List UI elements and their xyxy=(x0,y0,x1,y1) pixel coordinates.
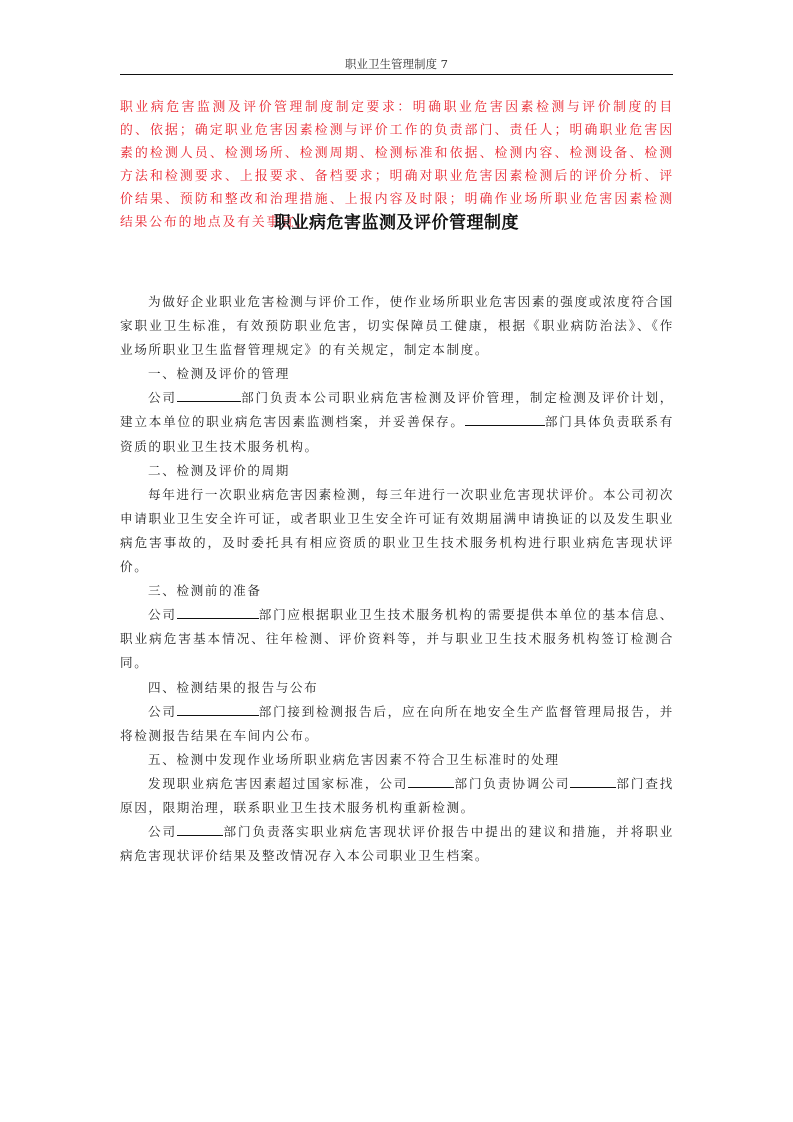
running-header: 职业卫生管理制度 7 xyxy=(345,57,448,71)
blank-department-field[interactable] xyxy=(177,387,241,402)
section-3-paragraph xyxy=(120,603,674,675)
section-heading-5: 五、检测中发现作业场所职业病危害因素不符合卫生标准时的处理 xyxy=(148,751,560,767)
document-body xyxy=(120,290,674,868)
text: 部门负责本公司职业病危害检测及评价管理，制定检测及评价计划，建立本单位的职业病危害因素监测档案，并妥善保存。 xyxy=(120,390,674,430)
section-4-paragraph xyxy=(120,700,674,748)
blank-department-field[interactable] xyxy=(177,604,259,619)
blank-department-field[interactable] xyxy=(177,701,259,716)
section-5-paragraph-1 xyxy=(120,772,674,820)
text: 部门负责协调公司 xyxy=(454,775,571,791)
section-5-paragraph-2 xyxy=(120,820,674,868)
section-2-paragraph: 每年进行一次职业病危害因素检测，每三年进行一次职业危害现状评价。本公司初次申请职业卫生安全许可证，或者职业卫生安全许可证有效期届满申请换证的以及发生职业病危害事故的，及时委托具有相应资质的职业卫生技术服务机构进行职业病危害现状评价。 xyxy=(120,486,674,575)
intro-paragraph: 为做好企业职业危害检测与评价工作，使作业场所职业危害因素的强度或浓度符合国家职业卫生标准，有效预防职业危害，切实保障员工健康，根据《职业病防治法》、《作业场所职业卫生监督管理规定》的有关规定，制定本制度。 xyxy=(120,294,674,358)
blank-department-field[interactable] xyxy=(465,411,545,426)
section-heading-3: 三、检测前的准备 xyxy=(148,583,262,599)
section-heading-1: 一、检测及评价的管理 xyxy=(148,366,290,382)
section-1-paragraph xyxy=(120,386,674,458)
blank-department-field[interactable] xyxy=(570,773,616,788)
text: 部门负责落实职业病危害现状评价报告中提出的建议和措施，并将职业病危害现状评价结果及整改情况存入本公司职业卫生档案。 xyxy=(120,824,674,864)
text: 部门接到检测报告后，应在向所在地安全生产监督管理局报告，并将检测报告结果在车间内公布。 xyxy=(120,703,675,743)
text: 公司 xyxy=(148,824,178,840)
text: 部门查找原因，限期治理，联系职业卫生技术服务机构重新检测。 xyxy=(120,775,674,815)
text: 公司 xyxy=(148,607,177,623)
text: 部门具体负责联系有资质的职业卫生技术服务机构。 xyxy=(120,414,674,454)
text: 发现职业病危害因素超过国家标准，公司 xyxy=(148,775,409,791)
blank-department-field[interactable] xyxy=(408,773,454,788)
text: 公司 xyxy=(148,390,177,406)
section-heading-2: 二、检测及评价的周期 xyxy=(148,462,290,478)
document-title: 职业病危害监测及评价管理制度 xyxy=(274,213,519,233)
text: 部门应根据职业卫生技术服务机构的需要提供本单位的基本信息、职业病危害基本情况、往年检测、评价资料等，并与职业卫生技术服务机构签订检测合同。 xyxy=(120,607,675,671)
header-divider xyxy=(120,74,673,75)
requirements-note: 职业病危害监测及评价管理制度制定要求：明确职业危害因素检测与评价制度的目的、依据；确定职业危害因素检测与评价工作的负责部门、责任人；明确职业危害因素的检测人员、检测场所、检测周期、检测标准和依据、检测内容、检测设备、检测方法和检测要求、上报要求、备档要求；明确对职业危害因素检测后的评价分析、评价结果、预防和整改和治理措施、上报内容及时限；明确作业场所职业危害因素检测结果公布的地点及有关事宜。 xyxy=(120,100,674,230)
blank-department-field[interactable] xyxy=(177,821,223,836)
section-heading-4: 四、检测结果的报告与公布 xyxy=(148,679,319,695)
text: 公司 xyxy=(148,703,177,719)
